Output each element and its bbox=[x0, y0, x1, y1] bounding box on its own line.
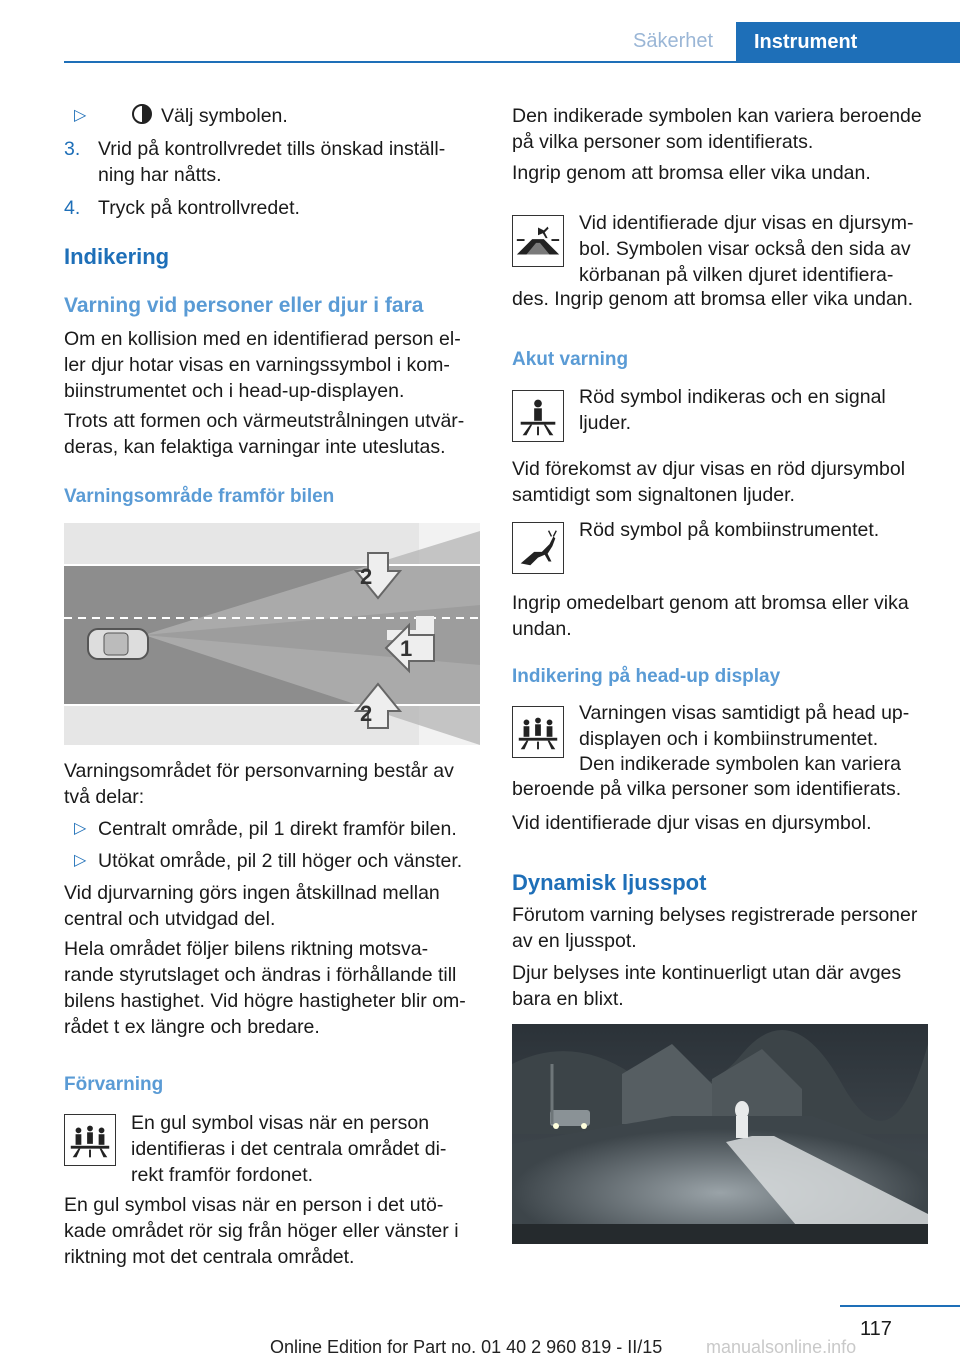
para4-line2: central och utvidgad del. bbox=[64, 908, 276, 930]
para6-line3: riktning mot det centrala området. bbox=[64, 1246, 355, 1268]
para6-line1: En gul symbol visas när en person i det utö- bbox=[64, 1194, 444, 1216]
para5-line3: bilens hastighet. Vid högre hastigheter blir om- bbox=[64, 990, 466, 1012]
r4-line2: samtidigt som signaltonen ljuder. bbox=[512, 484, 795, 506]
r6-line2: undan. bbox=[512, 618, 572, 640]
header-rule bbox=[64, 61, 960, 63]
step3-line1: Vrid på kontrollvredet tills önskad inställ- bbox=[98, 138, 446, 160]
r3-line3: körbanan på vilken djuret identifiera- bbox=[579, 264, 894, 286]
warning-area-diagram bbox=[64, 523, 480, 745]
heading-head-up-display: Indikering på head-up display bbox=[512, 666, 781, 687]
car-icon bbox=[88, 629, 148, 659]
r3-line2: bol. Symbolen visar också den sida av bbox=[579, 238, 911, 260]
r9-line2: bara en blixt. bbox=[512, 988, 624, 1010]
bullet-triangle-icon: ▷ bbox=[74, 107, 87, 124]
pedestrians-warning-icon bbox=[64, 1114, 116, 1166]
heading-forvarning: Förvarning bbox=[64, 1074, 164, 1095]
diagram-arrow-label-2-bottom: 2 bbox=[360, 701, 373, 726]
diagram-arrow-label-2-top: 2 bbox=[360, 564, 373, 589]
para3-line2: två delar: bbox=[64, 786, 145, 808]
step-number-4: 4. bbox=[64, 197, 81, 219]
para2-line1: Trots att formen och värmeutstrålningen utvär- bbox=[64, 410, 465, 432]
heading-dynamisk-ljusspot: Dynamisk ljusspot bbox=[512, 870, 707, 895]
r5-text: Röd symbol på kombiinstrumentet. bbox=[579, 519, 880, 541]
step4-text: Tryck på kontrollvredet. bbox=[98, 197, 300, 219]
r8-line1: Förutom varning belyses registrerade personer bbox=[512, 904, 918, 926]
r9-line1: Djur belyses inte kontinuerligt utan där avges bbox=[512, 962, 902, 984]
forvarning-line1: En gul symbol visas när en person bbox=[131, 1112, 430, 1134]
pedestrian-red-warning-icon bbox=[512, 390, 564, 442]
hud-line4: beroende på vilka personer som identifierats. bbox=[512, 778, 902, 800]
para5-line4: rådet t ex längre och bredare. bbox=[64, 1016, 320, 1038]
night-spotlight-photo bbox=[512, 1024, 928, 1244]
para3-line1: Varningsområdet för personvarning består av bbox=[64, 760, 454, 782]
deer-warning-icon bbox=[512, 522, 564, 574]
r1-line2: på vilka personer som identifierats. bbox=[512, 131, 814, 153]
footer-rule bbox=[840, 1305, 960, 1307]
para1-line2: ler djur hotar visas en varningssymbol i kom- bbox=[64, 354, 450, 376]
heading-varning-personer-djur: Varning vid personer eller djur i fara bbox=[64, 294, 424, 317]
heading-varningsomrade: Varningsområde framför bilen bbox=[64, 486, 335, 507]
r4-line1: Vid förekomst av djur visas en röd djursymbol bbox=[512, 458, 906, 480]
hud-line1: Varningen visas samtidigt på head up- bbox=[579, 702, 910, 724]
heading-akut-varning: Akut varning bbox=[512, 349, 629, 370]
hud-line3: Den indikerade symbolen kan variera bbox=[579, 753, 901, 775]
heading-indikering: Indikering bbox=[64, 244, 170, 269]
para5-line2: rande styrutslaget och ändras i förhållande till bbox=[64, 964, 457, 986]
akut-line1: Röd symbol indikeras och en signal bbox=[579, 386, 886, 408]
r3-line1: Vid identifierade djur visas en djursym- bbox=[579, 212, 914, 234]
watermark-text: manualsonline.info bbox=[706, 1337, 857, 1357]
para4-line1: Vid djurvarning görs ingen åtskillnad mellan bbox=[64, 882, 440, 904]
step-sub-text: Välj symbolen. bbox=[161, 105, 288, 127]
bullet-triangle-icon: ▷ bbox=[74, 820, 87, 837]
section-tab-instrument[interactable]: Instrument bbox=[736, 22, 960, 63]
para1-line1: Om en kollision med en identifierad person el- bbox=[64, 328, 461, 350]
para6-line2: kade området rör sig från höger eller vänster i bbox=[64, 1220, 459, 1242]
hud-pedestrians-icon bbox=[512, 706, 564, 758]
animal-on-road-icon bbox=[512, 215, 564, 267]
akut-line2: ljuder. bbox=[579, 412, 632, 434]
bullet-central: Centralt område, pil 1 direkt framför bilen. bbox=[98, 818, 457, 840]
day-night-symbol-icon bbox=[131, 103, 153, 125]
diagram-arrow-label-1: 1 bbox=[400, 636, 413, 661]
r8-line2: av en ljusspot. bbox=[512, 930, 637, 952]
para5-line1: Hela området följer bilens riktning motsva- bbox=[64, 938, 429, 960]
r7-text: Vid identifierade djur visas en djursymbol. bbox=[512, 812, 872, 834]
forvarning-line3: rekt framför fordonet. bbox=[131, 1164, 314, 1186]
para1-line3: biinstrumentet och i head-up-displayen. bbox=[64, 380, 405, 402]
page-number: 117 bbox=[860, 1318, 892, 1340]
para2-line2: deras, kan felaktiga varningar inte uteslutas. bbox=[64, 436, 446, 458]
step-number-3: 3. bbox=[64, 138, 81, 160]
bullet-extended: Utökat område, pil 2 till höger och vänster. bbox=[98, 850, 463, 872]
r1-line1: Den indikerade symbolen kan variera beroende bbox=[512, 105, 922, 127]
r6-line1: Ingrip omedelbart genom att bromsa eller vika bbox=[512, 592, 909, 614]
r3-line4: des. Ingrip genom att bromsa eller vika undan. bbox=[512, 288, 914, 310]
footer-edition: Online Edition for Part no. 01 40 2 960 819 - II/15 bbox=[270, 1337, 663, 1357]
forvarning-line2: identifieras i det centrala området di- bbox=[131, 1138, 447, 1160]
section-tab-sakerhet[interactable]: Säkerhet bbox=[633, 30, 714, 52]
r2-text: Ingrip genom att bromsa eller vika undan. bbox=[512, 162, 871, 184]
bullet-triangle-icon: ▷ bbox=[74, 852, 87, 869]
hud-line2: displayen och i kombiinstrumentet. bbox=[579, 728, 879, 750]
step3-line2: ning har nåtts. bbox=[98, 164, 222, 186]
